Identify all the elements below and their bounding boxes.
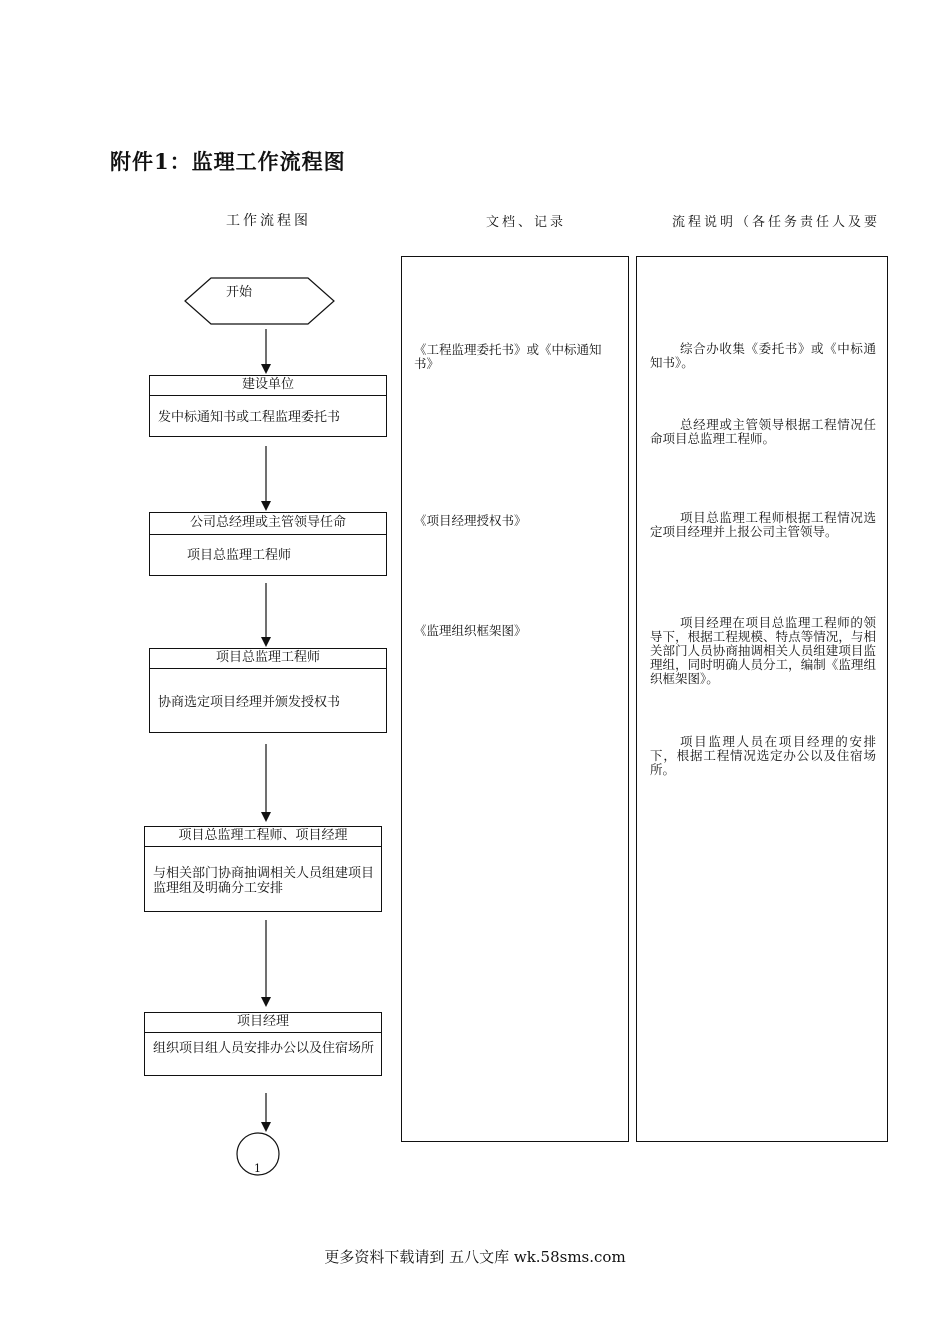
column-header-notes: 流程说明（各任务责任人及要	[672, 215, 881, 230]
footer-text: 更多资料下载请到 五八文库 wk.58sms.com	[324, 1248, 626, 1266]
step-body: 项目总监理工程师	[187, 548, 292, 563]
documents-panel	[401, 256, 629, 1142]
note-item: 项目总监理工程师根据工程情况选定项目经理并上报公司主管领导。	[650, 510, 876, 539]
page-title: 附件1：监理工作流程图	[110, 149, 346, 174]
step-header: 项目总监理工程师	[150, 649, 386, 669]
step-box-2	[149, 512, 387, 576]
step-header: 建设单位	[150, 376, 386, 396]
step-body: 发中标通知书或工程监理委托书	[158, 410, 341, 425]
step-header: 项目经理	[145, 1013, 381, 1033]
connector-label: 1	[254, 1162, 261, 1175]
start-hexagon	[185, 278, 334, 324]
note-item: 项目监理人员在项目经理的安排下，根据工程情况选定办公以及住宿场所。	[650, 734, 876, 777]
step-box-4	[144, 826, 382, 912]
step-body: 组织项目组人员安排办公以及住宿场所	[153, 1041, 375, 1056]
step-body: 协商选定项目经理并颁发授权书	[158, 695, 341, 710]
step-header: 公司总经理或主管领导任命	[150, 513, 386, 535]
document-item: 《工程监理委托书》或《中标通知书》	[414, 342, 602, 371]
document-item: 《项目经理授权书》	[414, 513, 527, 528]
step-box-5	[144, 1012, 382, 1076]
step-header: 项目总监理工程师、项目经理	[145, 827, 381, 847]
note-item: 综合办收集《委托书》或《中标通知书》。	[650, 341, 876, 370]
note-item: 总经理或主管领导根据工程情况任命项目总监理工程师。	[650, 417, 876, 446]
start-label: 开始	[226, 285, 253, 300]
step-box-3	[149, 648, 387, 733]
column-header-flow: 工作流程图	[226, 213, 311, 229]
notes-panel	[636, 256, 888, 1142]
column-header-docs: 文档、记录	[486, 215, 567, 230]
step-body: 与相关部门协商抽调相关人员组建项目监理组及明确分工安排	[153, 866, 375, 896]
step-box-1	[149, 375, 387, 437]
document-item: 《监理组织框架图》	[414, 623, 527, 638]
note-item: 项目经理在项目总监理工程师的领导下，根据工程规模、特点等情况，与相关部门人员协商抽调相关人员组建项目监理组，同时明确人员分工，编制《监理组织框架图》。	[650, 615, 876, 686]
